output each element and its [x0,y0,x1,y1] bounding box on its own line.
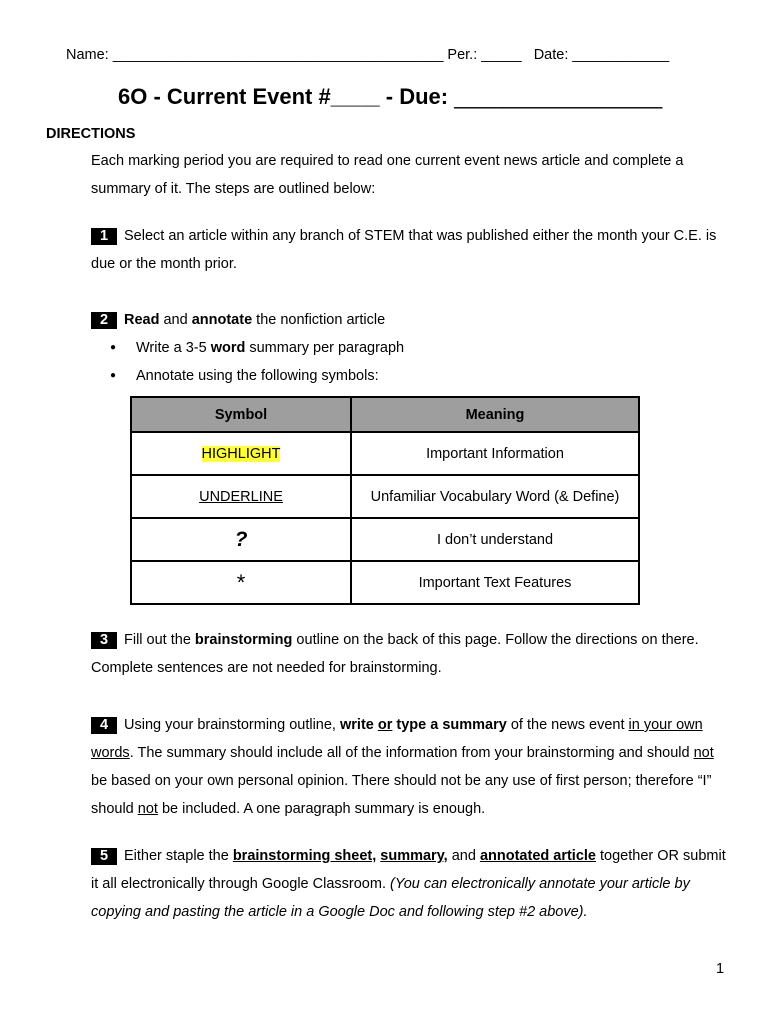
step-4-post: be included. A one paragraph summary is enough. [157,801,486,817]
directions-intro: Each marking period you are required to read one current event news article and complete a summary of it. The steps are outlined below: [91,153,684,197]
step-1-text: Select an article within any branch of STEM that was published either the month your C.E. is due or the month prior. [91,228,717,272]
header-line [66,47,669,63]
name-label: Name: [66,47,109,63]
step-2-and: and [159,312,192,328]
step-3-bold: brainstorming [194,632,293,648]
symbol-table [130,396,640,605]
step-4-type-summary: type a summary [392,717,507,733]
step-4-pre: Using your brainstorming outline, [124,717,340,733]
table-header-row [131,397,639,432]
list-item [110,334,404,362]
per-blank[interactable]: _____ [481,47,522,63]
column-header-meaning: Meaning [351,397,639,432]
step-5-and: and [447,848,480,864]
symbol-cell [131,475,351,518]
column-header-symbol: Symbol [131,397,351,432]
asterisk-symbol: * [236,569,246,595]
step-5-summary: summary, [380,848,448,864]
step-3-pre: Fill out the [124,632,195,648]
step-4-write: write [340,717,378,733]
table-row [131,518,639,561]
step-2-bullets [110,334,404,390]
page-title [118,84,662,110]
table-row [131,475,639,518]
step-2-rest: the nonfiction article [252,312,386,328]
step-5 [91,842,731,926]
step-number-badge: 4 [91,717,117,734]
step-4-mid2: . The summary should include all of the information from your brainstorming and should [129,745,694,761]
step-number-badge: 5 [91,848,117,865]
step-4-mid: of the news event [506,717,629,733]
step-number-badge: 3 [91,632,117,649]
step-5-mid: together OR submit it all electronically through Google Classroom. [91,848,726,892]
step-4-or: or [377,717,393,733]
meaning-cell: I don’t understand [351,518,639,561]
question-mark-symbol: ? [234,527,248,551]
step-4-not-2: not [137,801,158,817]
step-5-italic-note: (You can electronically annotate your article by copying and pasting the article in a Google Doc and following step #2 above). [91,876,690,920]
highlight-symbol: HIGHLIGHT [201,445,281,462]
step-1 [91,222,731,278]
step-5-brainstorming-sheet: brainstorming sheet, [232,848,377,864]
step-5-annotated-article: annotated article [479,848,596,864]
meaning-cell: Important Information [351,432,639,475]
list-item [110,362,404,390]
step-3 [91,626,731,682]
step-2-read: Read [124,312,160,328]
page-number: 1 [716,961,725,977]
step-2-annotate: annotate [191,312,253,328]
due-date-blank[interactable]: _________________ [454,84,663,109]
table-row [131,561,639,604]
table-row [131,432,639,475]
underline-symbol: UNDERLINE [199,488,283,505]
bullet-1-pre: Write a 3-5 [136,340,211,356]
step-3-post: outline on the back of this page. Follow the directions on there. Complete sentences are not needed for brainstorming. [91,632,699,676]
date-blank[interactable]: ____________ [572,47,670,63]
step-2 [91,306,731,334]
bullet-1-bold: word [210,340,246,356]
date-label: Date: [533,47,569,63]
step-number-badge: 2 [91,312,117,329]
step-5-pre: Either staple the [124,848,233,864]
step-number-badge: 1 [91,228,117,245]
meaning-cell: Important Text Features [351,561,639,604]
bullet-1-post: summary per paragraph [245,340,405,356]
event-number-blank[interactable]: ____ [330,84,380,109]
step-4 [91,711,731,823]
step-4-not-1: not [693,745,714,761]
symbol-cell [131,432,351,475]
bullet-2-text: Annotate using the following symbols: [136,368,379,384]
per-label: Per.: [447,47,478,63]
symbol-cell [131,518,351,561]
symbol-cell [131,561,351,604]
step-4-own-words: in your own words [91,717,703,761]
title-prefix: 6O - Current Event # [118,84,331,109]
due-label: - Due: [379,84,455,109]
meaning-cell: Unfamiliar Vocabulary Word (& Define) [351,475,639,518]
directions-heading: DIRECTIONS [46,126,136,142]
step-4-mid3: be based on your own personal opinion. There should not be any use of first person; therefore “I” should [91,773,712,817]
name-blank[interactable]: _________________________________________ [112,47,444,63]
